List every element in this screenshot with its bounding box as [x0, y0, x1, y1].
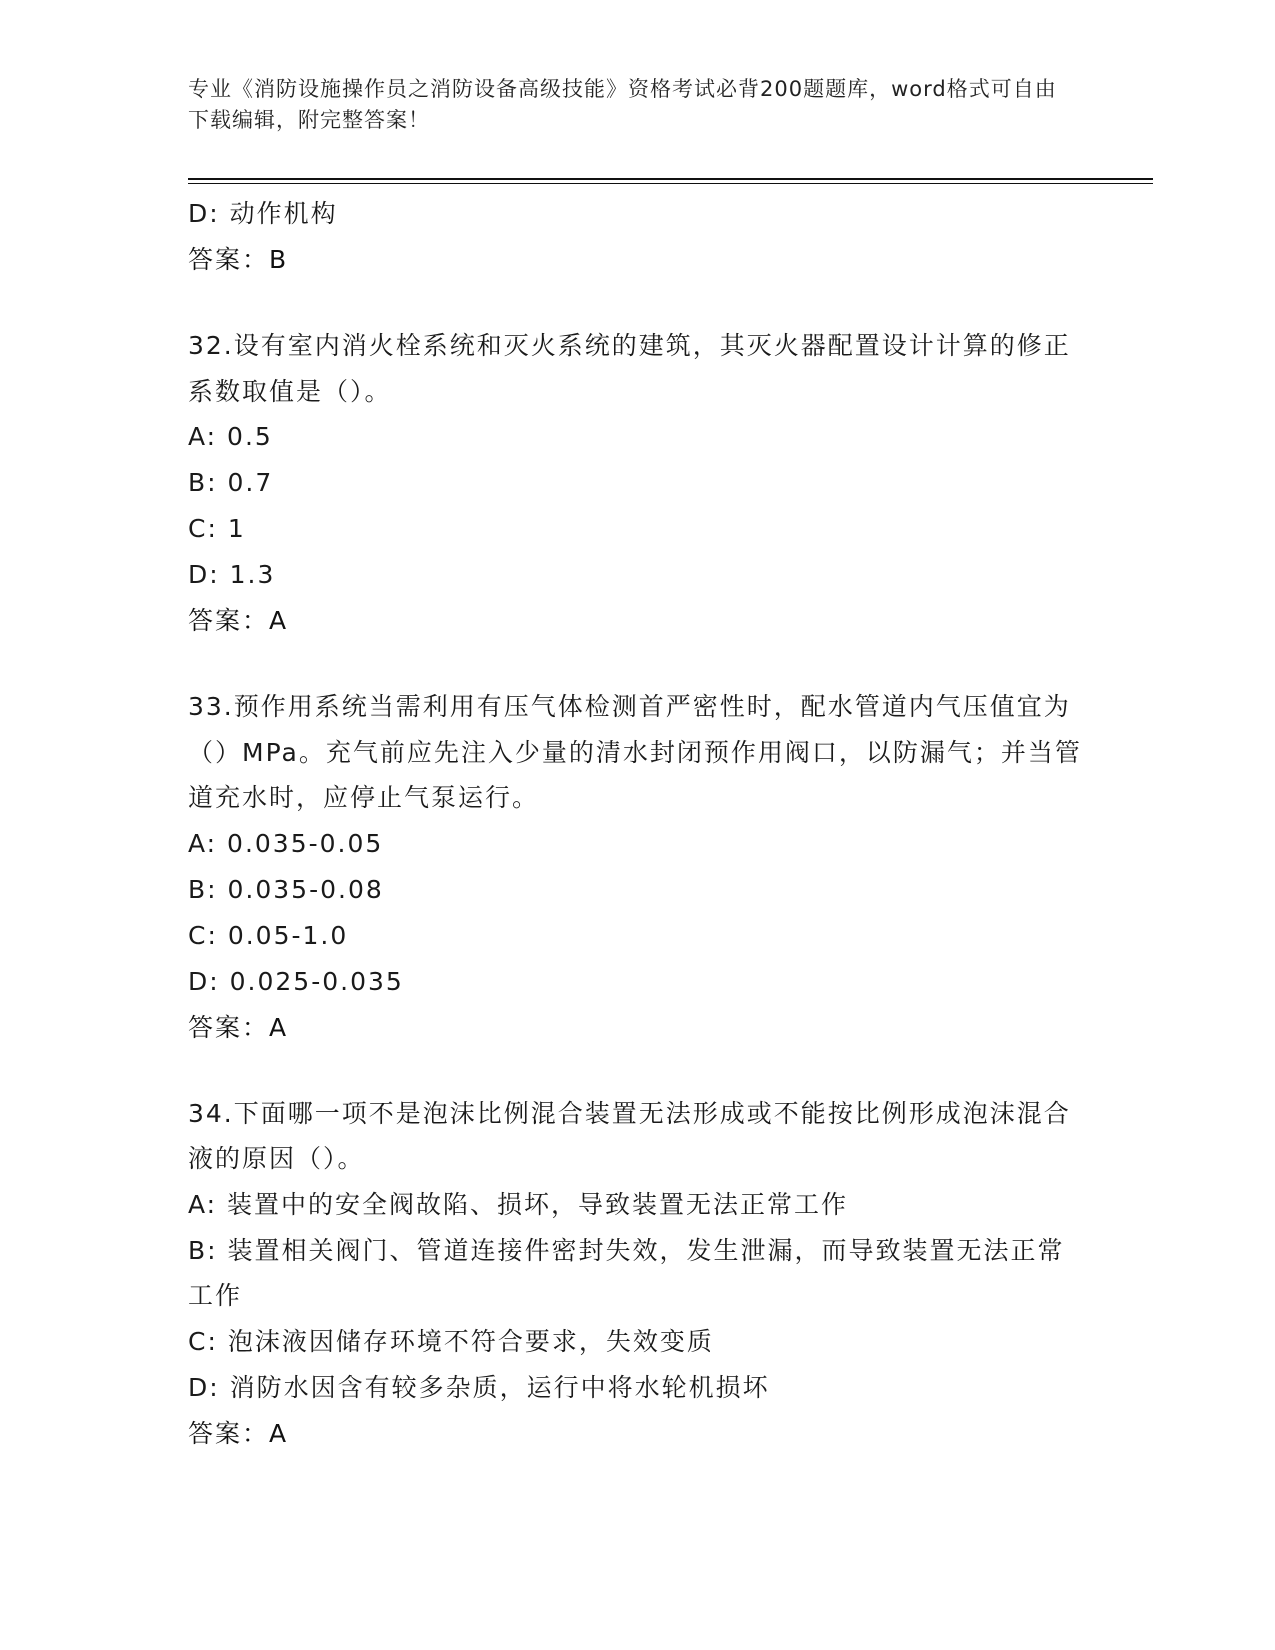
question-stem: 32.设有室内消火栓系统和灭火系统的建筑，其灭火器配置设计计算的修正系数取值是（）。	[188, 331, 1071, 406]
answer-line: 答案：A	[188, 1418, 289, 1448]
question-32	[188, 323, 1088, 644]
document-header: 专业《消防设施操作员之消防设备高级技能》资格考试必背200题题库，word格式可自由下载编辑，附完整答案！	[188, 77, 1057, 132]
answer-line: 答案：A	[188, 1012, 289, 1042]
header-divider-thick	[188, 178, 1153, 180]
answer-line: 答案：A	[188, 606, 289, 635]
answer-line: 答案：B	[188, 245, 289, 274]
option-b: B: 装置相关阀门、管道连接件密封失效，发生泄漏，而导致装置无法正常工作	[188, 1235, 1065, 1310]
question-34	[188, 1091, 1088, 1457]
question-list	[188, 191, 1088, 1457]
option-c: C: 泡沫液因储存环境不符合要求，失效变质	[188, 1326, 714, 1356]
question-stem: 34.下面哪一项不是泡沫比例混合装置无法形成或不能按比例形成泡沫混合液的原因（）。	[188, 1098, 1071, 1173]
option-a: A: 0.5	[188, 422, 273, 451]
option-d: D: 1.3	[188, 560, 276, 589]
option-a: A: 0.035-0.05	[188, 828, 384, 858]
option-d: D: 动作机构	[188, 199, 338, 228]
option-b: B: 0.7	[188, 468, 274, 497]
option-a: A: 装置中的安全阀故陷、损坏，导致装置无法正常工作	[188, 1189, 849, 1219]
option-d: D: 0.025-0.035	[188, 966, 404, 996]
question-33	[188, 684, 1088, 1051]
option-b: B: 0.035-0.08	[188, 874, 384, 904]
option-c: C: 1	[188, 514, 246, 543]
header-divider-thin	[188, 183, 1153, 184]
option-d: D: 消防水因含有较多杂质，运行中将水轮机损坏	[188, 1372, 770, 1402]
question-stem: 33.预作用系统当需利用有压气体检测首严密性时，配水管道内气压值宜为（）MPa。充气前应先注入少量的清水封闭预作用阀口，以防漏气；并当管道充水时，应停止气泵运行。	[188, 692, 1082, 812]
option-c: C: 0.05-1.0	[188, 920, 349, 950]
